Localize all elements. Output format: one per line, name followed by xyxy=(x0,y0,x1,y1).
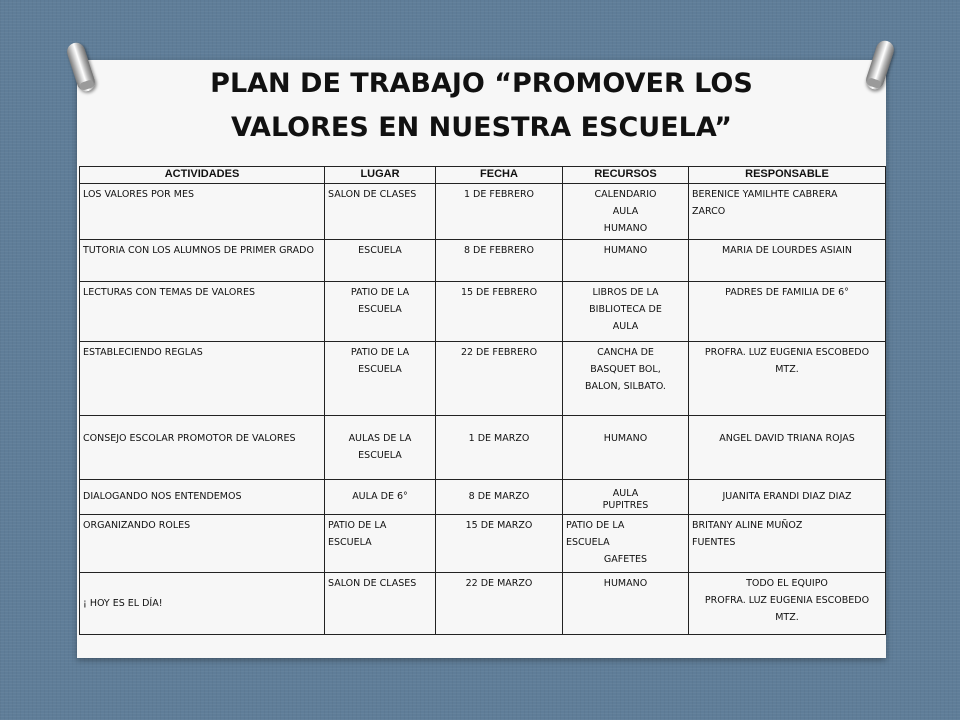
cell-lugar: PATIO DE LA ESCUELA xyxy=(325,282,436,342)
cell-lugar: PATIO DE LA ESCUELA xyxy=(325,515,436,573)
responsable-line: PROFRA. LUZ EUGENIA ESCOBEDO xyxy=(704,347,870,358)
cell-fecha: 8 DE MARZO xyxy=(436,480,563,515)
header-fecha: FECHA xyxy=(436,167,563,184)
cell-recursos xyxy=(563,480,689,515)
recurso-line: BALON, SILBATO. xyxy=(585,381,666,392)
recurso-line: AULA xyxy=(612,488,639,499)
cell-lugar: AULA DE 6° xyxy=(325,480,436,515)
responsable-line: TODO EL EQUIPO xyxy=(746,578,828,589)
cell-fecha: 1 DE FEBRERO xyxy=(436,184,563,240)
cell-lugar: ESCUELA xyxy=(325,240,436,282)
cell-responsable xyxy=(689,480,886,515)
table-row xyxy=(80,480,886,515)
responsable-line: MARIA DE LOURDES ASIAIN xyxy=(721,245,853,256)
header-responsable: RESPONSABLE xyxy=(689,167,886,184)
cell-actividad: LOS VALORES POR MES xyxy=(80,184,325,240)
table-row xyxy=(80,573,886,635)
page-title xyxy=(77,62,886,150)
recurso-line: PUPITRES xyxy=(602,500,649,511)
work-plan-table xyxy=(79,166,886,635)
recurso-line: HUMANO xyxy=(603,433,648,444)
responsable-line: PROFRA. LUZ EUGENIA ESCOBEDO xyxy=(704,595,870,606)
cell-actividad: ORGANIZANDO ROLES xyxy=(80,515,325,573)
recurso-line: LIBROS DE LA xyxy=(592,287,659,298)
cell-responsable xyxy=(689,240,886,282)
cell-actividad: ESTABLECIENDO REGLAS xyxy=(80,342,325,416)
cell-recursos xyxy=(563,282,689,342)
cell-lugar: SALON DE CLASES xyxy=(325,573,436,635)
recurso-line: AULA xyxy=(612,206,639,217)
table-header-row xyxy=(80,167,886,184)
table-row xyxy=(80,282,886,342)
recurso-line: CANCHA DE xyxy=(597,347,654,358)
cell-responsable xyxy=(689,515,886,573)
responsable-line: BERENICE YAMILHTE CABRERA xyxy=(692,189,838,200)
cell-lugar: PATIO DE LA ESCUELA xyxy=(325,342,436,416)
cell-responsable xyxy=(689,184,886,240)
cell-actividad: ¡ HOY ES EL DÍA! xyxy=(80,573,325,635)
table-row xyxy=(80,240,886,282)
cell-responsable xyxy=(689,573,886,635)
cell-responsable xyxy=(689,282,886,342)
responsable-line: PADRES DE FAMILIA DE 6° xyxy=(725,287,849,298)
recurso-line: HUMANO xyxy=(603,245,648,256)
recurso-line: HUMANO xyxy=(603,578,648,589)
recurso-line: AULA xyxy=(612,321,639,332)
recurso-line: BASQUET BOL, xyxy=(590,364,661,375)
cell-fecha: 15 DE FEBRERO xyxy=(436,282,563,342)
cell-recursos xyxy=(563,342,689,416)
responsable-line: ANGEL DAVID TRIANA ROJAS xyxy=(719,433,855,444)
header-actividades: ACTIVIDADES xyxy=(80,167,325,184)
responsable-line: FUENTES xyxy=(692,537,736,548)
cell-lugar: AULAS DE LA ESCUELA xyxy=(325,416,436,480)
cell-responsable xyxy=(689,416,886,480)
table-row xyxy=(80,515,886,573)
cell-responsable xyxy=(689,342,886,416)
recurso-line: PATIO DE LA xyxy=(566,520,625,531)
cell-fecha: 1 DE MARZO xyxy=(436,416,563,480)
cell-recursos xyxy=(563,416,689,480)
cell-lugar: SALON DE CLASES xyxy=(325,184,436,240)
cell-fecha: 22 DE FEBRERO xyxy=(436,342,563,416)
recurso-line: GAFETES xyxy=(603,554,648,565)
cell-fecha: 15 DE MARZO xyxy=(436,515,563,573)
cell-recursos xyxy=(563,240,689,282)
cell-actividad: DIALOGANDO NOS ENTENDEMOS xyxy=(80,480,325,515)
responsable-line: BRITANY ALINE MUÑOZ xyxy=(692,520,803,531)
cell-recursos xyxy=(563,184,689,240)
recurso-line: CALENDARIO xyxy=(594,189,657,200)
cell-actividad: CONSEJO ESCOLAR PROMOTOR DE VALORES xyxy=(80,416,325,480)
header-lugar: LUGAR xyxy=(325,167,436,184)
cell-fecha: 22 DE MARZO xyxy=(436,573,563,635)
cell-recursos xyxy=(563,573,689,635)
responsable-line: ZARCO xyxy=(692,206,726,217)
responsable-line: JUANITA ERANDI DIAZ DIAZ xyxy=(722,491,852,502)
table-row xyxy=(80,416,886,480)
table-row xyxy=(80,342,886,416)
cell-actividad: LECTURAS CON TEMAS DE VALORES xyxy=(80,282,325,342)
responsable-line: MTZ. xyxy=(775,364,799,375)
table-row xyxy=(80,184,886,240)
cell-actividad: TUTORIA CON LOS ALUMNOS DE PRIMER GRADO xyxy=(80,240,325,282)
title-line-2: VALORES EN NUESTRA ESCUELA” xyxy=(230,112,733,143)
recurso-line: BIBLIOTECA DE xyxy=(589,304,662,315)
recurso-line: HUMANO xyxy=(603,223,648,234)
title-line-1: PLAN DE TRABAJO “PROMOVER LOS xyxy=(210,68,753,99)
cell-recursos xyxy=(563,515,689,573)
cell-fecha: 8 DE FEBRERO xyxy=(436,240,563,282)
responsable-line: MTZ. xyxy=(775,612,799,623)
recurso-line: ESCUELA xyxy=(566,537,610,548)
header-recursos: RECURSOS xyxy=(563,167,689,184)
